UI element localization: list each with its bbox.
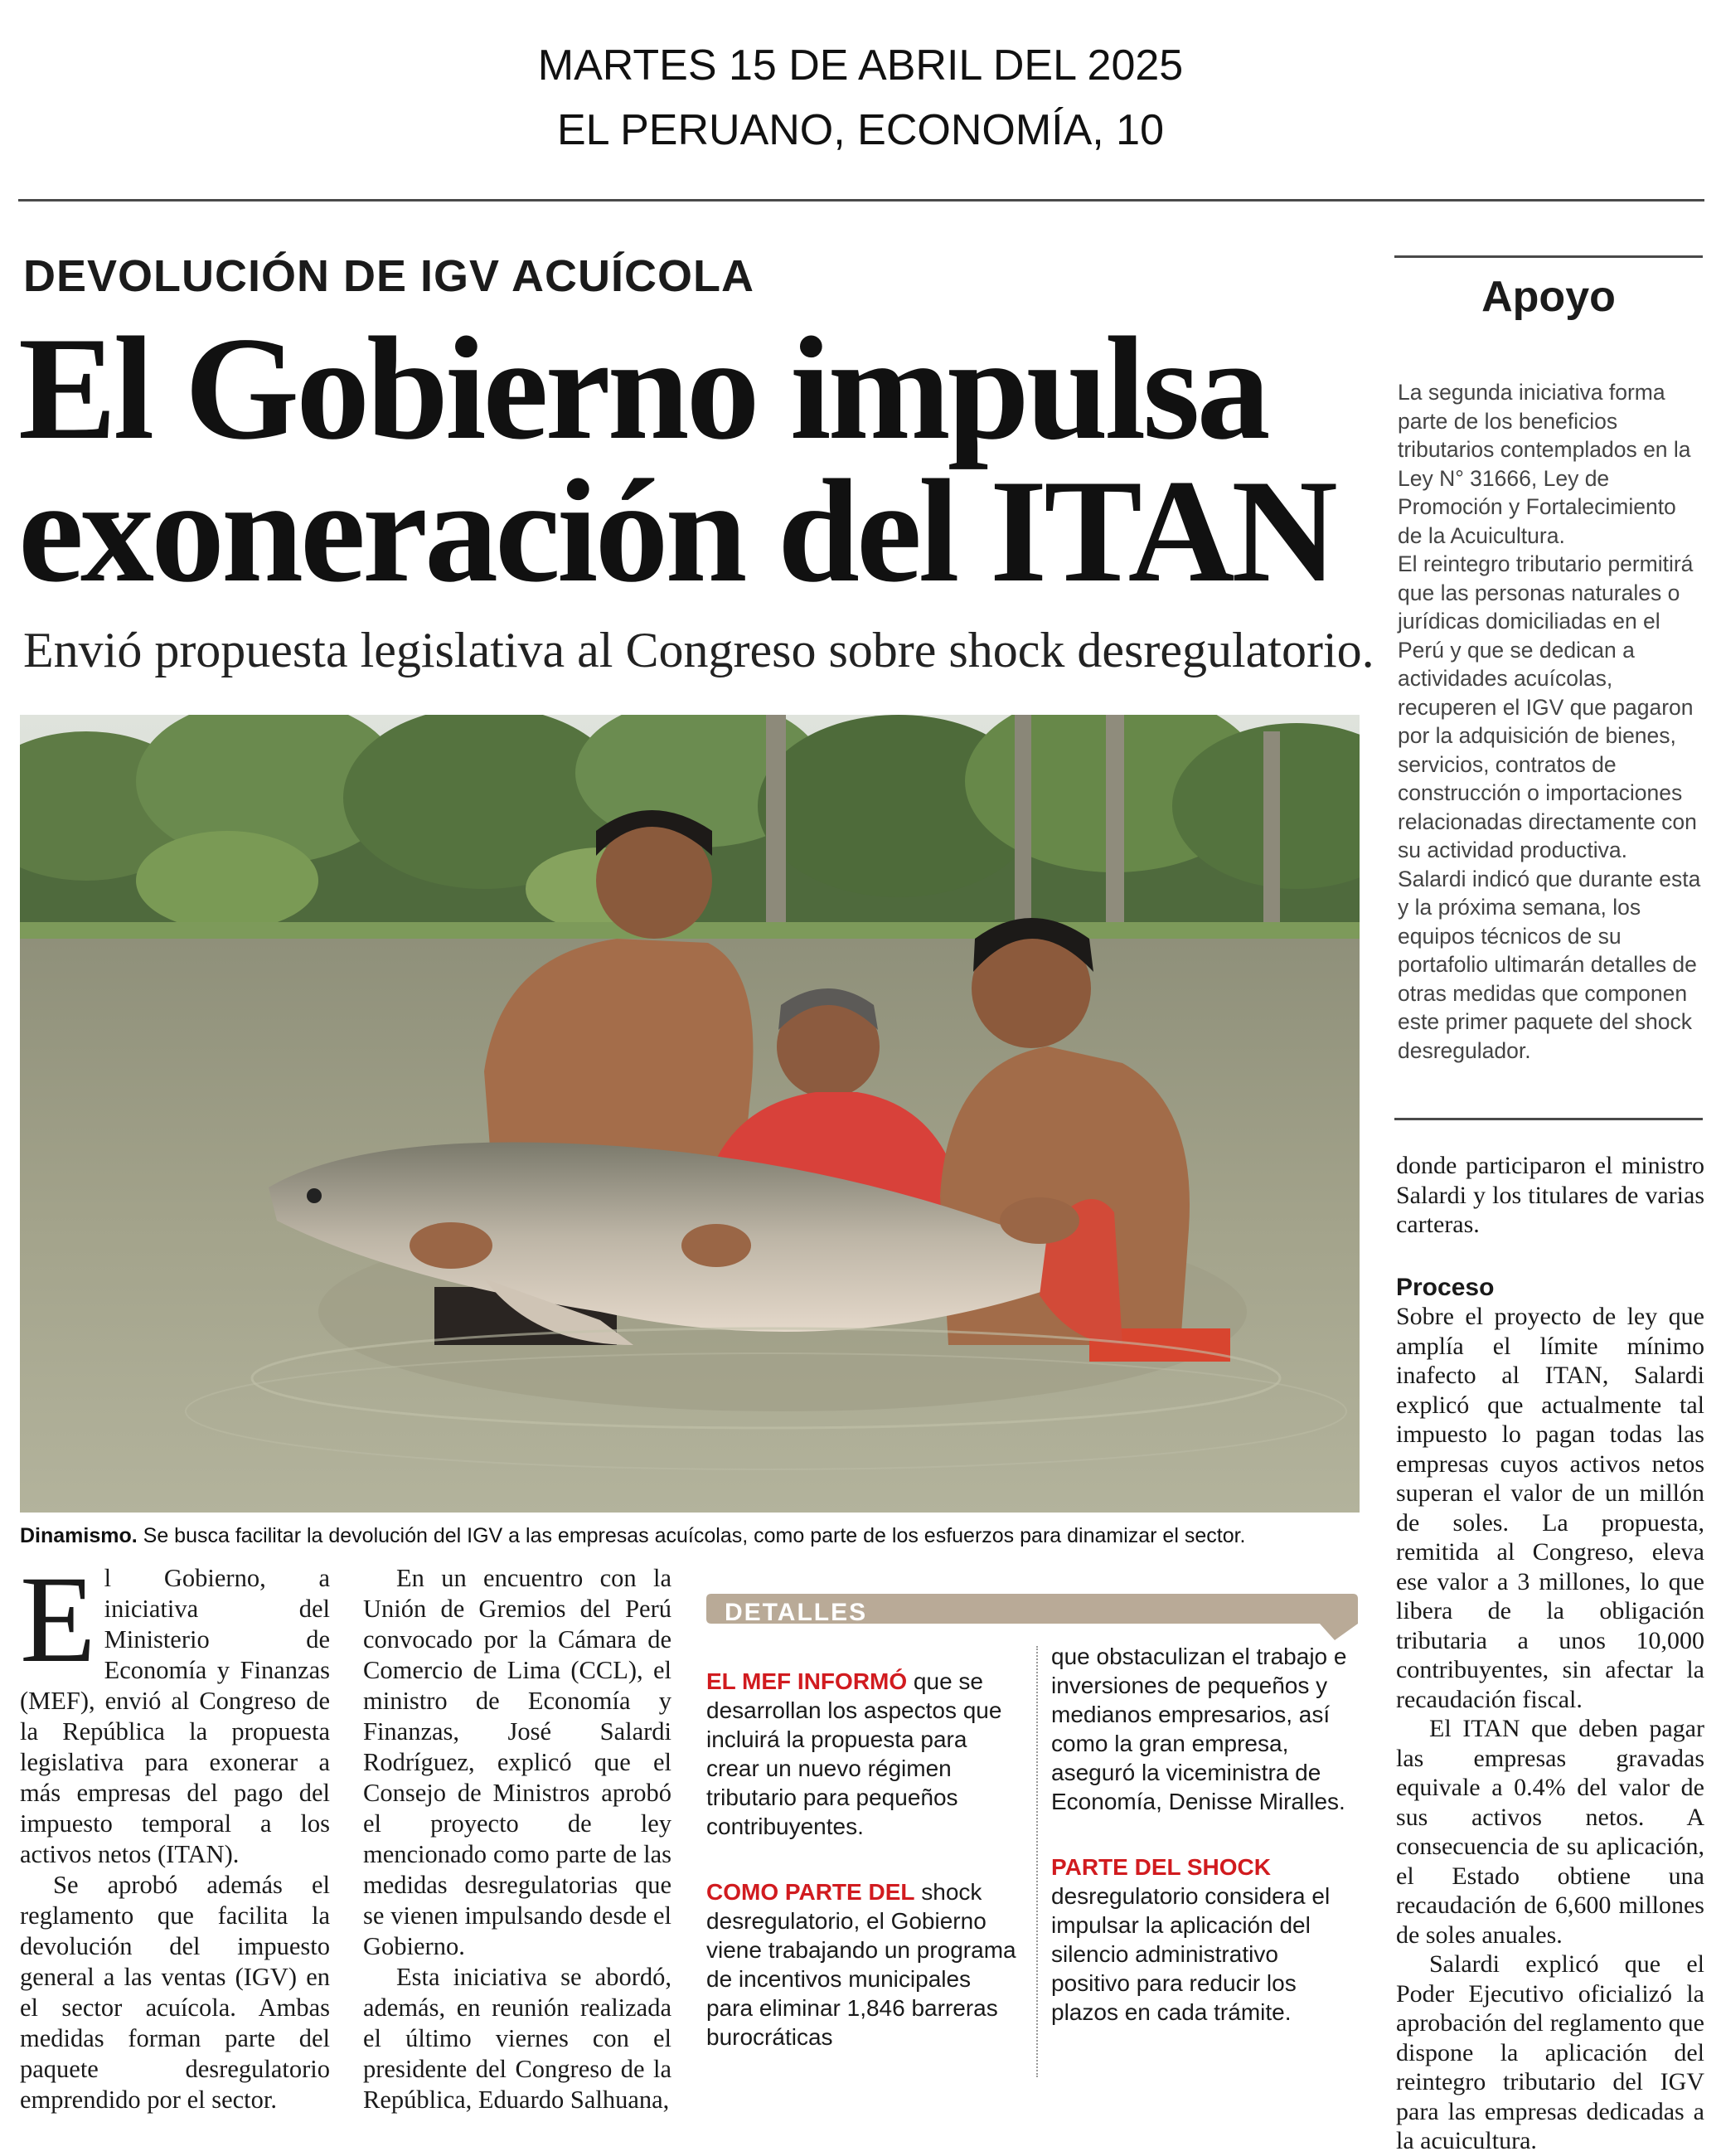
photo-illustration [20, 715, 1360, 1513]
photo-caption [20, 1524, 1360, 1548]
body-column-1 [20, 1551, 330, 2115]
article-kicker: DEVOLUCIÓN DE IGV ACUÍCOLA [23, 251, 755, 301]
body-paragraph: Sobre el proyecto de ley que amplía el límite mínimo inafecto al ITAN, Salardi explicó que actualmente tal impuesto lo pagan todas las empresas cuyos activos netos superan el valor de un millón de soles. La propuesta, remitida al Congreso, eleva ese valor a 3 millones, lo que libera de la obligación tributaria a unos 10,000 contribuyentes, sin afectar la recaudación fiscal. [1396, 1303, 1704, 1713]
body-paragraph: Salardi explicó que el Poder Ejecutivo oficializó la aprobación del reglamento que dispone la aplicación del reintegro tributario del IGV para las empresas dedicadas a la acuicultura. [1396, 1950, 1704, 2154]
header-rule [18, 199, 1704, 202]
caption-lead: Dinamismo. [20, 1524, 138, 1547]
headline-line-1: El Gobierno impulsa [18, 306, 1268, 470]
sidebar-top-rule [1394, 255, 1703, 258]
detalles-separator [1036, 1646, 1038, 2077]
detalles-item-lead: EL MEF INFORMÓ [706, 1668, 908, 1694]
sidebar-bottom-rule [1394, 1118, 1703, 1120]
detalles-column-1 [706, 1667, 1021, 2088]
article-headline [18, 306, 1378, 613]
article-photo [20, 715, 1360, 1513]
body-paragraph: Se aprobó además el reglamento que facilita la devolución del impuesto general a las ventas (IGV) en el sector acuícola. Ambas medidas forman parte del paquete desregulatorio emprendido por el sector. [20, 1871, 330, 2114]
sidebar-paragraph: La segunda iniciativa forma parte de los beneficios tributarios contemplados en la Ley N° 31666, Ley de Promoción y Fortalecimiento de la Acuicultura. [1398, 380, 1691, 548]
sidebar-title: Apoyo [1481, 273, 1616, 321]
sidebar-paragraph: El reintegro tributario permitirá que las personas naturales o jurídicas domiciliadas en el Perú y que se dedican a actividades acuícolas, recuperen el IGV que pagaron por la adquisición de bienes, servicios, contratos de construcción o importaciones relacionadas directamente con su actividad productiva. [1398, 551, 1697, 862]
sidebar-paragraph: Salardi indicó que durante esta y la próxima semana, los equipos técnicos de su portafolio ultimarán detalles de otras medidas que componen este primer paquete del shock desregulador. [1398, 866, 1701, 1063]
subhead-proceso: Proceso [1396, 1273, 1495, 1301]
detalles-item: PARTE DEL SHOCK desregulatorio considera el impulsar la aplicación del silencio administrativo positivo para reducir los plazos en cada trámite. [1051, 1854, 1331, 2025]
source-line: EL PERUANO, ECONOMÍA, 10 [556, 106, 1165, 154]
body-paragraph: donde participaron el ministro Salardi y los titulares de varias carteras. [1396, 1152, 1704, 1238]
detalles-label: DETALLES [725, 1599, 868, 1626]
detalles-item-lead: PARTE DEL SHOCK [1051, 1854, 1271, 1880]
article-deck: Envió propuesta legislativa al Congreso sobre shock desregulatorio. [23, 623, 1374, 677]
body-paragraph: El ITAN que deben pagar las empresas gravadas equivale a 0.4% del valor de sus activos netos. A consecuencia de su aplicación, el Estado obtiene una recaudación de 6,600 millones de soles anuales. [1396, 1715, 1704, 1949]
headline-line-2: exoneración del ITAN [18, 449, 1335, 613]
detalles-column-2 [1051, 1642, 1360, 2063]
date-line: MARTES 15 DE ABRIL DEL 2025 [537, 41, 1184, 90]
detalles-item: EL MEF INFORMÓ que se desarrollan los aspectos que incluirá la propuesta para crear un nuevo régimen tributario para pequeños contribuyentes. [706, 1668, 1002, 1839]
body-column-2 [363, 1563, 671, 2115]
body-paragraph: Esta iniciativa se abordó, además, en reunión realizada el último viernes con el presidente del Congreso de la República, Eduardo Salhuana, [363, 1963, 671, 2114]
drop-cap: E [20, 1551, 96, 1688]
caption-text: Se busca facilitar la devolución del IGV a las empresas acuícolas, como parte de los esfuerzos para dinamizar el sector. [137, 1524, 1246, 1547]
newspaper-header [0, 33, 1721, 163]
detalles-item-lead: COMO PARTE DEL [706, 1879, 915, 1905]
detalles-item: COMO PARTE DEL shock desregulatorio, el Gobierno viene trabajando un programa de incentivos municipales para eliminar 1,846 barreras burocráticas [706, 1879, 1016, 2050]
body-paragraph: El Gobierno, a iniciativa del Ministerio de Economía y Finanzas (MEF), envió al Congreso de la República la propuesta legislativa para exonerar a más empresas del pago del impuesto temporal a los activos netos (ITAN). [20, 1551, 330, 1868]
detalles-item-continued: que obstaculizan el trabajo e inversiones de pequeños y medianos empresarios, así como la gran empresa, aseguró la viceministra de Economía, Denisse Miralles. [1051, 1644, 1347, 1814]
body-column-right [1396, 1151, 1704, 2156]
sidebar-text [1398, 378, 1701, 1065]
body-paragraph: En un encuentro con la Unión de Gremios del Perú convocado por la Cámara de Comercio de Lima (CCL), el ministro de Economía y Finanzas, José Salardi Rodríguez, explicó que el Consejo de Ministros aprobó el proyecto de ley mencionado como parte de las medidas desregulatorias que se vienen impulsando desde el Gobierno. [363, 1564, 671, 1960]
